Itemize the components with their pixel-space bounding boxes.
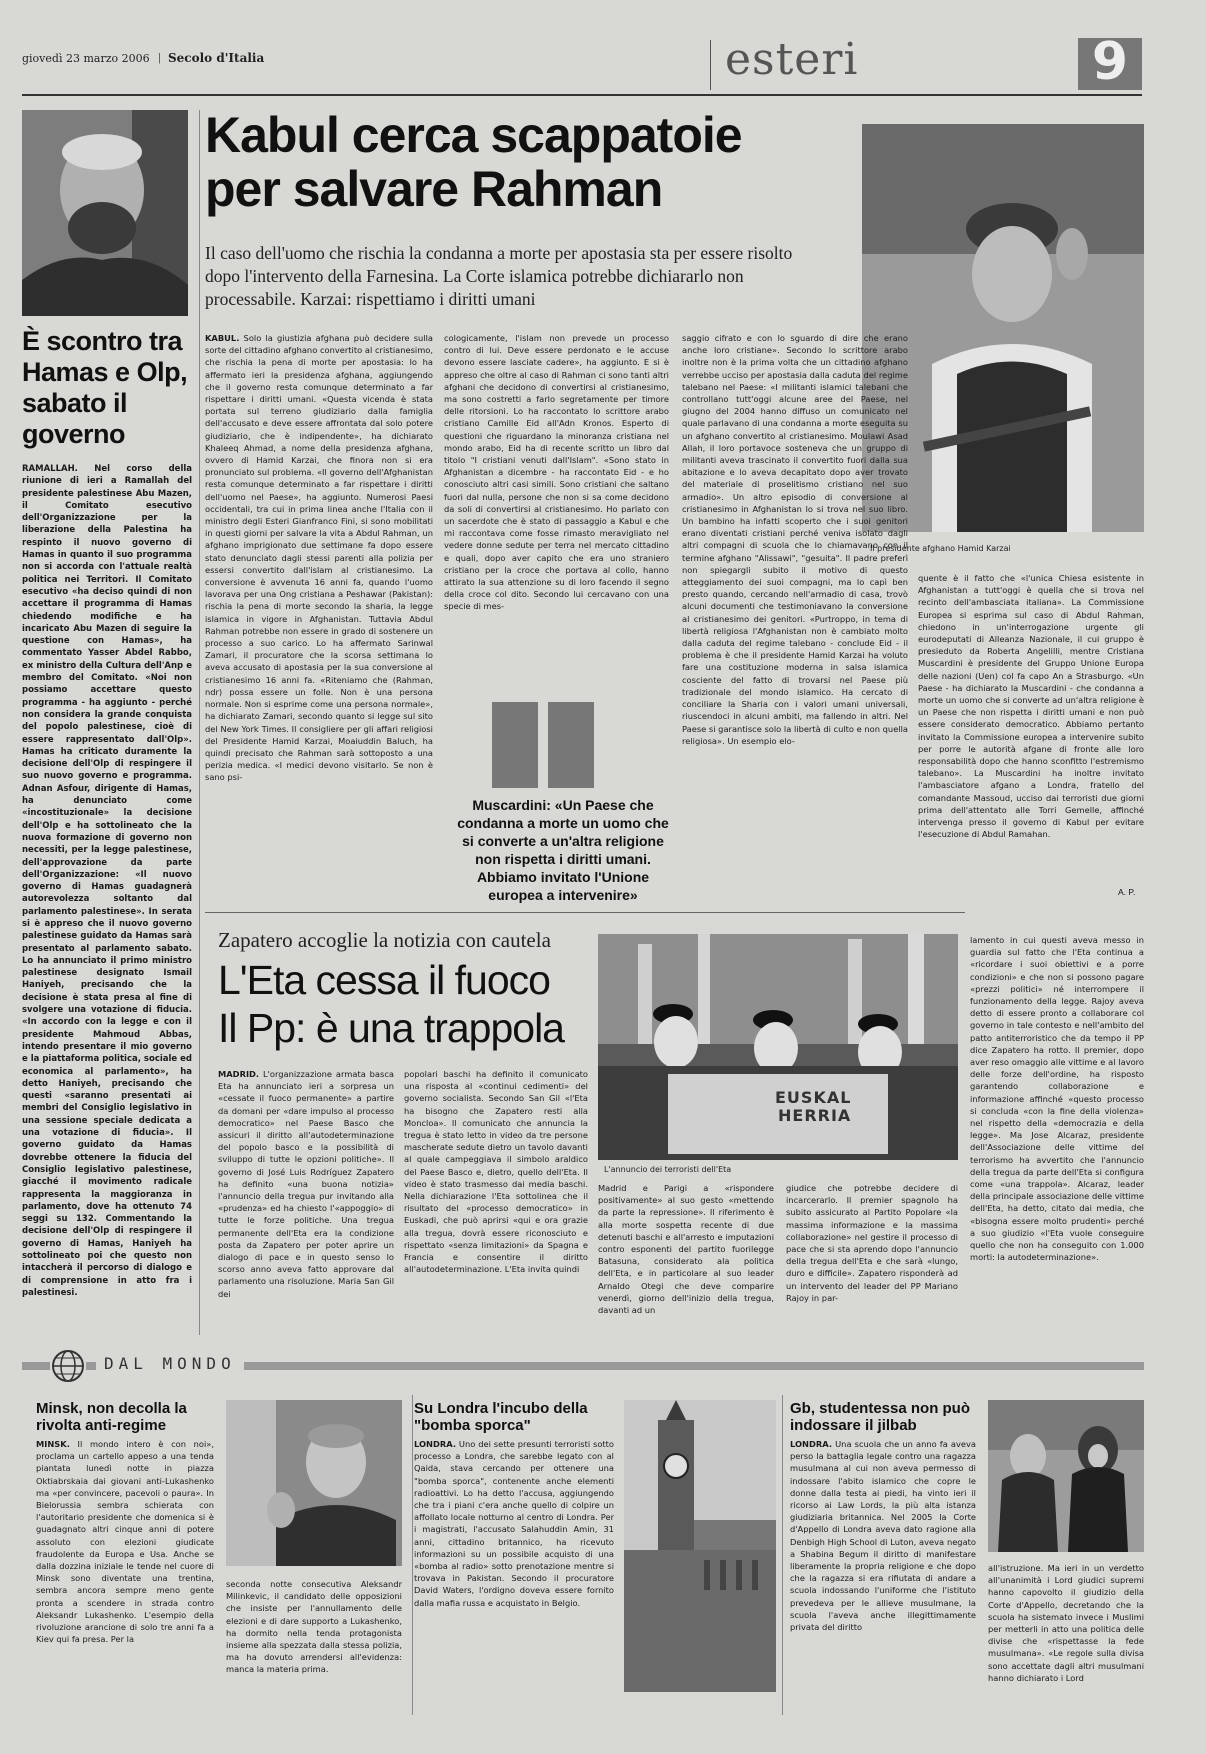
big-ben-photo	[624, 1400, 776, 1692]
minsk-column-1	[36, 1438, 214, 1714]
minsk-column-1-text: Il mondo intero è con noi», proclama un cartello appeso a una tenda piantata lunedì notte in piazza Oktiabrskaia dai giovani anti-Lukashenko ma «per convincere, pacevoli o paura». In Bielorussia sembra schierata con l'autoritario presidente che domenica si è guadagnato altri cinque anni di potere assoluto con elezioni giudicate fraudolente da Europa e Usa. Anche se dalla dozzina iniziale le tende nel cuore di Minsk sono diventate una trentina, sembra ancora sempre meno gente pronta a scendere in strada contro Aleksandr Lukashenko. L'esempio della rivoluzione arancione di solo tre anni fa a Kiev qui fa presa. Per la	[36, 1439, 214, 1645]
jilbab-photo	[988, 1400, 1144, 1552]
dal-mondo-divider-2	[782, 1395, 783, 1715]
karzai-photo-caption: Il presidente afghano Hamid Karzai	[870, 544, 1011, 553]
dal-mondo-divider-1	[412, 1395, 413, 1715]
globe-icon-graphic	[50, 1348, 86, 1384]
eta-column-1	[218, 1068, 394, 1334]
sidebar-text: Nel corso della riunione di ieri a Ramallah del presidente palestinese Abu Mazen, il Comitato esecutivo dell'Organizzazione per la liberazione della Palestina ha respinto il nuovo governo di Hamas in quanto il suo programma non si accorda con l'attuale realtà politica nei Territori. Il Comitato esecutivo «ha deciso quindi di non accettare il programma di Hamas chiedendo modifiche e ha incaricato Abu Mazen di seguire la questione con Hamas», ha commentato Yasser Abdel Rabbo, ex ministro della Cultura dell'Anp e membro del Comitato. «Noi non possiamo accettare questo programma - ha aggiunto - perché non considera la grande conquista del popolo palestinese, cioè di essere rappresentato dall'Olp». Hamas ha criticato duramente la decisione dell'Olp di respingere il suo nuovo governo e programma. Adnan Asfour, dirigente di Hamas, ha denunciato come «incostituzionale» la decisione dell'Olp e ha sottolineato che la nuova formazione di governo non necessiti, per la legge palestinese, dell'approvazione da parte dell'Organizzazione: «Il nuovo governo di Hamas guadagnerà autorevolezza soltanto dal parlamento palestinese». In serata si è appreso che il nuovo governo palestinese guidato da Hamas sarà presentato al parlamento sabato. Lo ha annunciato il primo ministro palestinese designato Ismail Haniyeh, precisando che la decisione è stata presa al fine di svolgere una votazione di fiducia. «In accordo con la legge e con il presidente Mahmoud Abbas, intendo presentare il mio governo e la piattaforma politica, sociale ed economica al parlamento», ha detto Haniyeh, precisando che questi «saranno presentati ai membri del Consiglio legislativo in una sessione speciale dedicata a una votazione di fiducia». Il governo guidato da Hamas dovrebbe ottenere la fiducia del Consiglio legislativo palestinese, giacché il movimento radicale rappresenta la maggioranza in parlamento, dove ha ottenuto 74 seggi su 132. Commentando la decisione dell'Olp di respingere il governo di Hamas, Haniyeh ha sottolineato poi che questo non intaccherà il percorso di dialogo e di comprensione in atto fra i palestinesi.	[22, 464, 192, 1298]
london-text: Uno dei sette presunti terroristi sotto processo a Londra, che sarebbe legato con al Qaida, stava cercando per ottenere una "bomba sporca", contenente anche elementi radioattivi. Lo ha detto l'accusa, aggiungendo che tra i piani c'era anche quello di colpire un affollato locale notturno al centro di Londra. Per i magistrati, l'accusato Salahuddin Amin, 31 anni, cittadino britannico, ha ricevuto informazioni su un possibile acquisto di una «bomba al radio» sotto prenotazione mentre si trovava in Pakistan. Secondo il procuratore David Waters, l'ordigno doveva essere fornito dalla mafia russa e acquistato in Belgio.	[414, 1439, 614, 1608]
eta-column-1-text: L'organizzazione armata basca Eta ha annunciato ieri a sorpresa un «cessate il fuoco permanente» a partire da domani per «dare impulso al processo democratico» nel Paese Basco che assicuri il diritto all'autodeterminazione del popolo basco e la possibilità di sviluppo di tutte le opzioni politiche». Il governo di José Luis Rodríguez Zapatero ha definito «una buona notizia» l'annuncio della tregua pur invitando alla «prudenza» ed ha chiesto l'«appoggio» di tutte le forze politiche. Una tregua permanente dell'Eta era la condizione posta da Zapatero per poter aprire un dialogo di pace e in questo senso lo scorso anno aveva fatto approvare dal parlamento una risoluzione. Maria San Gil dei	[218, 1069, 394, 1299]
sidebar-body	[22, 463, 192, 1333]
lead-column-4: quente è il fatto che «l'unica Chiesa esistente in Afghanistan a tutt'oggi è quella che si trova nel recinto dell'ambasciata italiana». La Commissione Europea si esprima sul caso di Abdul Rahman, chiedono in un'interrogazione urgente gli eurodeputati di Alleanza Nazionale, il cui gruppo è presieduto da Roberta Angelilli, mentre Cristiana Muscardini è presidente del Gruppo Unione Europa delle nazioni (Uen) col fa capo An a Strasburgo. «Un Paese - ha dichiarato la Muscardini - che condanna a morte un uomo che si converte ad un'altra religione è un Paese che non rispetta i diritti umani e non può essere considerato democratico. Abbiamo pertanto invitato la Commissione europea a intervenire subito per porre le autorità afgane di fronte alle loro responsabilità dopo che hanno sconfitto l'estremismo talebano». La Muscardini ha inoltre invitato l'ambasciatore afgano a Londra, fratello del comandante Massoud, ucciso dai terroristi due giorni prima dell'attentato alle Torri Gemelle, affinché intervenga presso il governo di Kabul per evitare l'esecuzione di Abdul Ramahan.	[918, 573, 1144, 840]
lukashenko-photo-graphic	[226, 1400, 402, 1566]
sidebar-headline: È scontro tra Hamas e Olp, sabato il governo	[22, 326, 188, 449]
eta-column-5: lamento in cui questi aveva messo in guardia sul fatto che l'Eta continua a «ricordare i suoi obiettivi e a porre condizioni» e che non si possono pagare «prezzi politici» né interrompere il funzionamento della legge. Rajoy aveva detto di essere pronto a collaborare col governo in tale contesto e nell'ambito del patto antiterroristico che da tempo il PP dice Zapatero ha rotto. Il premier, dopo aver reso omaggio alle vittime e al lavoro delle forze dell'ordine, ha risposto garantendo collaborazione e informazione affinché «questo processo si concluda «con la fine della violenza» nel rispetto della «democrazia e della legge». Ma Jose Alcaraz, presidente dell'Associazione delle vittime del terrorismo ha avvertito che l'annuncio della tregua da parte dell'Eta si configura come «una trappola». Alcaraz, leader della principale associazione delle vittime dell'Eta, ha detto, citato dai media, che «bisogna essere molto prudenti» perché a suo giudizio «l'Eta vuole conseguire quello che non ha conseguito con 1.000 morti: la autodeterminazione».	[970, 935, 1144, 1263]
pullquote-mark	[492, 702, 538, 788]
lead-column-1-text: Solo la giustizia afghana può decidere sulla sorte del cittadino afghano convertito al cristianesimo, che rischia la pena di morte per apostasia: lo ha affermato ieri la presidenza afghana, aggiungendo che il governo resta comunque determinato a far rispettare i diritti umani. «Questa vicenda è stata portata sul terreno giudiziario dalla famiglia dell'accusato e deve essere affrontata dal solo potere giudiziario, che è indipendente», ha dichiarato Khaleeq Ahmad, a nome della presidenza afghana, ovvero di Hamid Karzai, che finora non si era pronunciato sul problema. «Il governo dell'Afghanistan resta comunque determinato a far rispettare i diritti dell'uomo nel Paese», ha aggiunto. Numerosi Paesi occidentali, tra cui in prima linea anche l'Italia con il ministro degli Esteri Gianfranco Fini, si sono mobilitati in questi giorni per salvare la vita a Abdul Rahman, un afghano imprigionato due settimane fa dopo essere stato denunciato dagli stessi parenti alla polizia per essersi convertito dall'islam al cristianesimo. La conversione è avvenuta 16 anni fa, quando l'uomo lavorava per una Ong cristiana a Peshawar (Pakistan): rischia la pena di morte secondo la sharia, la legge islamica in vigore in Afghanistan. Tuttavia Abdul Rahman potrebbe non essere in grado di sostenere un processo a suo carico. Lo ha affermato Sarinwal Zamari, il procuratore che la scorsa settimana lo aveva accusato di apostasia per la sua conversione al cristianesimo 16 anni fa. «Riteniamo che (Rahman, ndr) possa essere un folle. Non è una persona normale. Non si esprime come una persona normale», ha dichiarato Zamari, secondo quanto si legge sul sito del New York Times. Il consigliere per gli affari religiosi del Presidente Hamid Karzai, Moaiuddin Baluch, ha quindi precisato che Rahman sarà sottoposto a una perizia medica. «I medici devono visitarlo. Se non è sano psi-	[205, 333, 433, 783]
globe-icon	[50, 1348, 86, 1384]
minsk-column-2: seconda notte consecutiva Aleksandr Milinkevic, il candidato delle opposizioni che insiste per l'annullamento delle elezioni e di dare supporto a Lukashenko, ha dormito nella tenda protagonista insieme alla spezzata dalla stessa polizia, ma ha dovuto arrendersi all'evidenza: manca la materia prima.	[226, 1579, 402, 1675]
eta-photo-graphic	[598, 934, 958, 1160]
eta-column-4: giudice che potrebbe decidere di incarcerarlo. Il premier spagnolo ha subito assicurato al Partito Popolare «la massima informazione e la massima collaborazione» nel gestire il processo di pace che si sta aprendo dopo l'annuncio della tregua dell'Eta e che sarà «lungo, duro e difficile». Zapatero risponderà ad un intervento del leader del PP Mariano Rajoy in par-	[786, 1183, 958, 1303]
london-body	[414, 1438, 614, 1714]
jilbab-headline: Gb, studentessa non può indossare il jilbab	[790, 1400, 971, 1434]
lead-column-2: cologicamente, l'islam non prevede un processo contro di lui. Deve essere perdonato e le accuse devono essere lasciate cadere», ha aggiunto. E si è appreso che oltre al caso di Rahman ci sono tanti altri afghani che decidono di convertirsi al cristianesimo, ma sono costretti a farlo segretamente per timore delle ritorsioni. Lo ha raccontato lo scrittore arabo cristiano Camille Eid all'Adn Kronos. Esperto di questioni che riguardano la minoranza cristiana nel mondo arabo, Eid ha di recente scritto un libro dal titolo "I cristiani venuti dall'Islam". «Sono stato in Afghanistan a dicembre - ha raccontato Eid - e ho conosciuto altri casi simili. Sono cristiani che saltano fuori dal nulla, persone che non si sa come decidono da soli di convertirsi al cristianesimo. Ho parlato con un sacerdote che è stato di passaggio a Kabul e che mi raccontava come fosse rimasto meravigliato nel vedere donne sedute per terra nel mercato cittadino e quali, dopo aver capito che era uno straniero cristiano per la croce che portava al collo, hanno attirato la sua attenzione su di loro facendo il segno della croce col dito. Secondo lui cercavano con una specie di mes-	[444, 333, 669, 612]
minsk-dateline: MINSK.	[36, 1439, 70, 1449]
eta-banner-text-2: HERRIA	[778, 1106, 852, 1125]
lead-subtitle: Il caso dell'uomo che rischia la condanna a morte per apostasia sta per essere risolto dopo l'intervento della Farnesina. La Corte islamica potrebbe dichiararlo non processabile. Karzai: rispettiamo i diritti umani	[205, 243, 793, 309]
haniyeh-photo	[22, 110, 188, 316]
sidebar-dateline: RAMALLAH.	[22, 464, 78, 474]
jilbab-column-1-text: Una scuola che un anno fa aveva perso la battaglia legale contro una ragazza musulmana al cui non aveva permesso di indossare l'abito islamico che copre le donne dalla testa ai piedi, ha vinto ieri il ricorso ai Law Lords, la più alta istanza giudiziaria britannica. Nel 2005 la Corte d'Appello di Londra aveva dato ragione alla Denbigh High School di Luton, aveva negato a Shabina Begum il diritto di manifestare liberamente la propria religione e che dopo che la ragazza si era rifiutata di andare a scuola indossando l'uniforme che l'istituto prevedeva per le allieve musulmane, la scuola l'aveva anche illegittimamente privata del diritto	[790, 1439, 976, 1633]
eta-photo	[598, 934, 958, 1160]
pullquote-mark-2	[548, 702, 594, 788]
lead-column-1	[205, 332, 433, 900]
minsk-headline: Minsk, non decolla la rivolta anti-regime	[36, 1400, 187, 1434]
jilbab-column-2: all'istruzione. Ma ieri in un verdetto all'unanimità i Lord giudici supremi hanno capovolto il giudizio della Corte d'Appello, decretando che la scuola ha sistemato invece i Muslimi per metterli in atto una politica delle divise che «rispettasse la fede musulmana». «Le regole sulla divisa sono accettate dagli altri musulmani hanno dichiarato i Lord	[988, 1563, 1144, 1683]
london-headline: Su Londra l'incubo della "bomba sporca"	[414, 1400, 588, 1434]
header-separator: |	[158, 52, 161, 64]
eta-kicker: Zapatero accoglie la notizia con cautela	[218, 928, 551, 952]
big-ben-photo-graphic	[624, 1400, 776, 1692]
sidebar-divider	[199, 110, 200, 1335]
page-number: 9	[1091, 32, 1129, 92]
jilbab-column-1	[790, 1438, 976, 1714]
header-paper-name: Secolo d'Italia	[168, 51, 265, 65]
haniyeh-photo-graphic	[22, 110, 188, 316]
eta-dateline: MADRID.	[218, 1069, 260, 1079]
lead-bottom-rule	[205, 912, 965, 913]
lead-signature: A. P.	[1118, 887, 1136, 897]
london-dateline: LONDRA.	[414, 1439, 456, 1449]
header-vertical-rule	[710, 40, 711, 90]
eta-headline-line-1: L'Eta cessa il fuoco	[218, 957, 550, 1003]
lead-headline: Kabul cerca scappatoie per salvare Rahman	[205, 107, 742, 217]
eta-column-2: popolari baschi ha definito il comunicato una risposta al «continui cedimenti» del governo socialista. Secondo San Gil «l'Eta ha bisogno che Zapatero resti alla Moncloa». Il comunicato che annuncia la tregua è stato letto in video da tre persone mascherate sedute dietro un tavolo davanti al quale campeggiava il simbolo araldico del Paese Basco e, dietro, quello dell'Eta. Il video è stato trasmesso dai media baschi. Nella dichiarazione l'Eta sottolinea che il risultato del «processo democratico» in Euskadi, che può aprirsi «qui e ora grazie alla tregua, dovrà essere riconosciuto e rispettato «senza limitazioni» da Spagna e Francia e consentire il diritto all'autodeterminazione. L'Eta invita quindi	[404, 1069, 588, 1275]
eta-column-3: Madrid e Parigi a «rispondere positivamente» al suo gesto «mettendo da parte la repressione». Il riferimento è alla morte sospetta recente di due detenuti baschi e all'arresto e imputazioni contro esponenti del partito fuorilegge Batasuna, considerato ala politica dell'Eta, e in particolare al suo leader Arnaldo Otegi che deve comparire venerdì, giorno dell'inizio della tregua, davanti ad un	[598, 1183, 774, 1316]
header-bottom-rule	[22, 94, 1142, 96]
jilbab-photo-graphic	[988, 1400, 1144, 1552]
jilbab-dateline: LONDRA.	[790, 1439, 832, 1449]
lead-column-3: saggio cifrato e con lo sguardo di dire che erano anche loro cristiane». Secondo lo scrittore arabo inoltre non è la prima volta che un cittadino afghano verrebbe ucciso per apostasia dalla caduta del regime talebano nel Paese: «I militanti islamici talebani che controllano tutt'oggi alcune aree del Paese, nel giugno del 2004 hanno diffuso un comunicato nel quale parlavano di una condanna a morte eseguita su un afghano convertito al cristianesimo. Moulawi Asad Allah, il loro portavoce sosteneva che un gruppo di militanti aveva trascinato il convertito fuori dalla sua abitazione e lo aveva decapitato dopo aver trovato del materiale di proselitismo cristiano nel suo armadio». Un altro episodio di conversione al cristianesimo in Afghanistan lo si trova nel suo libro. Un bambino ha infatti scoperto che i suoi genitori erano diventati cristiani perché veniva isolato dagli altri compagni di scuola che lo chiamavano con il termine afghano "Alissawi", "gesuita". Il padre preferì non spiegargli subito il motivo di questo atteggiamento dei suoi compagni, ma lo capì ben presto quando, cercando nell'armadio di casa, trovò alcuni documenti che testimoniavano la conversione al cristianesimo dei genitori. «Purtroppo, in tema di libertà religiosa l'Afghanistan non è cambiato molto dalla caduta del regime talebano - conclude Eid - il problema è che il presidente Hamid Karzai ha voluto fare una costituzione moderna in salsa islamica cosciente del fatto di trovarsi nel Paese più tradizionale del mondo islamico. Ha cercato di conciliare la Sharia con i valori umani universali, riuscendoci in alcuni ambiti, ma fallendo in altri. Nel Paese si garantisce solo la libertà di culto e non quella religiosa». Un esempio elo-	[682, 333, 908, 746]
eta-photo-caption: L'annuncio dei terroristi dell'Eta	[604, 1165, 732, 1174]
eta-banner-text-1: EUSKAL	[775, 1088, 852, 1107]
header-date: giovedì 23 marzo 2006	[22, 52, 150, 65]
section-label: esteri	[725, 34, 859, 85]
lukashenko-photo	[226, 1400, 402, 1566]
lead-dateline: KABUL.	[205, 333, 240, 343]
lead-pullquote: Muscardini: «Un Paese che condanna a morte un uomo che si converte a un'altra religione non rispetta i diritti umani. Abbiamo invitato l'Unione europea a intervenire»	[457, 797, 669, 903]
dal-mondo-label: DAL MONDO	[96, 1354, 244, 1373]
eta-headline-line-2: Il Pp: è una trappola	[218, 1005, 564, 1051]
